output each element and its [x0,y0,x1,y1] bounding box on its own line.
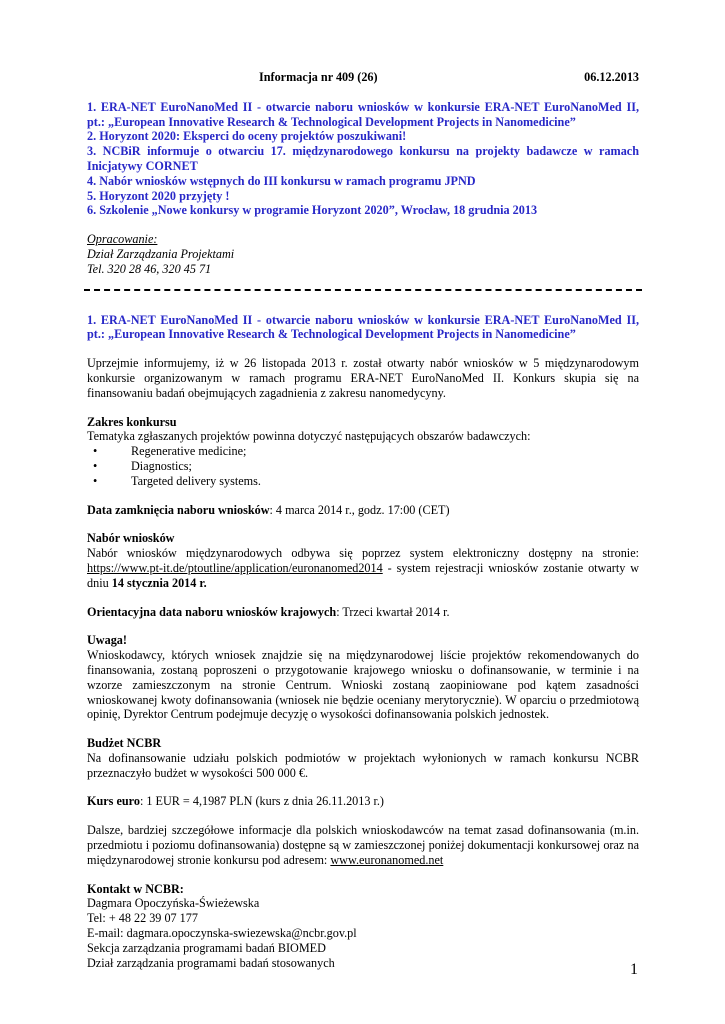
prepared-dept: Dział Zarządzania Projektami [87,246,235,261]
application-system-link[interactable]: https://www.pt-it.de/ptoutline/application/euronanomed2014 [87,560,383,575]
contact-title: Kontakt w NCBR: [87,881,184,896]
list-item: • Targeted delivery systems. [87,474,639,489]
scope-title: Zakres konkursu [87,414,177,429]
scope-text: Tematyka zgłaszanych projektów powinna dotyczyć następujących obszarów badawczych: [87,429,531,444]
contact-name: Dagmara Opoczyńska-Świeżewska [87,896,260,911]
toc-item-4[interactable]: 4. Nabór wniosków wstępnych do III konkursu w ramach programu JPND [87,173,476,188]
bulletin-date: 06.12.2013 [584,70,639,84]
contact-email: E-mail: dagmara.opoczynska-swiezewska@ncbr.gov.pl [87,926,357,941]
note-title: Uwaga! [87,633,127,648]
call-paragraph: Nabór wniosków międzynarodowych odbywa się poprzez system elektroniczny dostępny na stronie: https://www.pt-it.de/ptoutline/application/euronanomed2014 - system rejestracji wniosków zostanie otwarty w dniu 14 stycznia 2014 r. [87,546,639,590]
exchange-rate: Kurs euro: 1 EUR = 4,1987 PLN (kurs z dnia 26.11.2013 r.) [87,794,384,809]
document-header [87,70,639,85]
intro-paragraph: Uprzejmie informujemy, iż w 26 listopada 2013 r. został otwarty nabór wniosków w 5 międzynarodowym konkursie organizowanym w ramach programu ERA-NET EuroNanoMed II. Konkurs skupia się na finansowaniu badań obejmujących zagadnienia z zakresu nanomedycyny. [87,356,639,400]
bullet: • [93,473,98,488]
section-1-heading: 1. ERA-NET EuroNanoMed II - otwarcie naboru wniosków w konkursie ERA-NET EuroNanoMed II, pt.: „European Innovative Research & Technological Development Projects in Nanomedicine” [87,312,639,342]
toc-item-6[interactable]: 6. Szkolenie „Nowe konkursy w programie Horyzont 2020”, Wrocław, 18 grudnia 2013 [87,203,538,218]
section-divider [84,289,642,291]
contact-section: Sekcja zarządzania programami badań BIOMED [87,940,326,955]
prepared-by [87,232,639,276]
call-title: Nabór wniosków [87,531,175,546]
prepared-tel: Tel. 320 28 46, 320 45 71 [87,261,212,276]
deadline: Data zamknięcia naboru wniosków: 4 marca 2014 r., godz. 17:00 (CET) [87,502,450,517]
contact-tel: Tel: + 48 22 39 07 177 [87,911,198,926]
contact-block [87,882,639,971]
bullet: • [93,458,98,473]
toc-item-3[interactable]: 3. NCBiR informuje o otwarciu 17. międzynarodowego konkursu na projekty badawcze w ramach Inicjatywy CORNET [87,144,639,173]
prepared-label: Opracowanie: [87,232,158,247]
more-info-paragraph: Dalsze, bardziej szczegółowe informacje dla polskich wnioskodawców na temat zasad dofinansowania (m.in. przedmiotu i poziomu dofinansowania) dostępne są w zamieszczonej poniżej dokumentacji konkursowej oraz na międzynarodowej stronie konkursu pod adresem: www.euronanomed.net [87,823,639,867]
contact-dept: Dział zarządzania programami badań stosowanych [87,955,335,970]
budget-title: Budżet NCBR [87,736,162,751]
bullet: • [93,444,98,459]
toc-item-1[interactable]: 1. ERA-NET EuroNanoMed II - otwarcie naboru wniosków w konkursie ERA-NET EuroNanoMed II, pt.: „European Innovative Research & Technological Development Projects in Nanomedicine” [87,99,639,129]
list-item: • Regenerative medicine; [87,444,639,459]
table-of-contents [87,100,639,218]
euronanomed-link[interactable]: www.euronanomed.net [330,852,444,867]
budget-paragraph: Na dofinansowanie udziału polskich podmiotów w projektach wyłonionych w ramach konkursu NCBR przeznaczyło budżet w wysokości 500 000 €. [87,750,639,780]
national-date: Orientacyjna data naboru wniosków krajowych: Trzeci kwartał 2014 r. [87,604,450,619]
list-item: • Diagnostics; [87,459,639,474]
bulletin-title: Informacja nr 409 (26) [259,70,378,84]
scope-list [87,444,639,488]
note-paragraph: Wnioskodawcy, których wniosek znajdzie się na międzynarodowej liście projektów rekomendowanych do finansowania, zostaną poproszeni o przygotowanie krajowego wniosku o dofinansowanie, w terminie i na wzorze zamieszczonym na stronie Centrum. Wnioski zostaną zaopiniowane pod kątem zasadności wnioskowanej kwoty dofinansowania (wniosek nie będzie oceniany merytorycznie). W oparciu o przedmiotową opinię, Dyrektor Centrum podejmuje decyzję o wysokości dofinansowania polskich jednostek. [87,648,639,722]
toc-item-2[interactable]: 2. Horyzont 2020: Eksperci do oceny projektów poszukiwani! [87,129,407,144]
page-number: 1 [630,961,638,978]
document-page [87,70,639,970]
toc-item-5[interactable]: 5. Horyzont 2020 przyjęty ! [87,188,230,203]
